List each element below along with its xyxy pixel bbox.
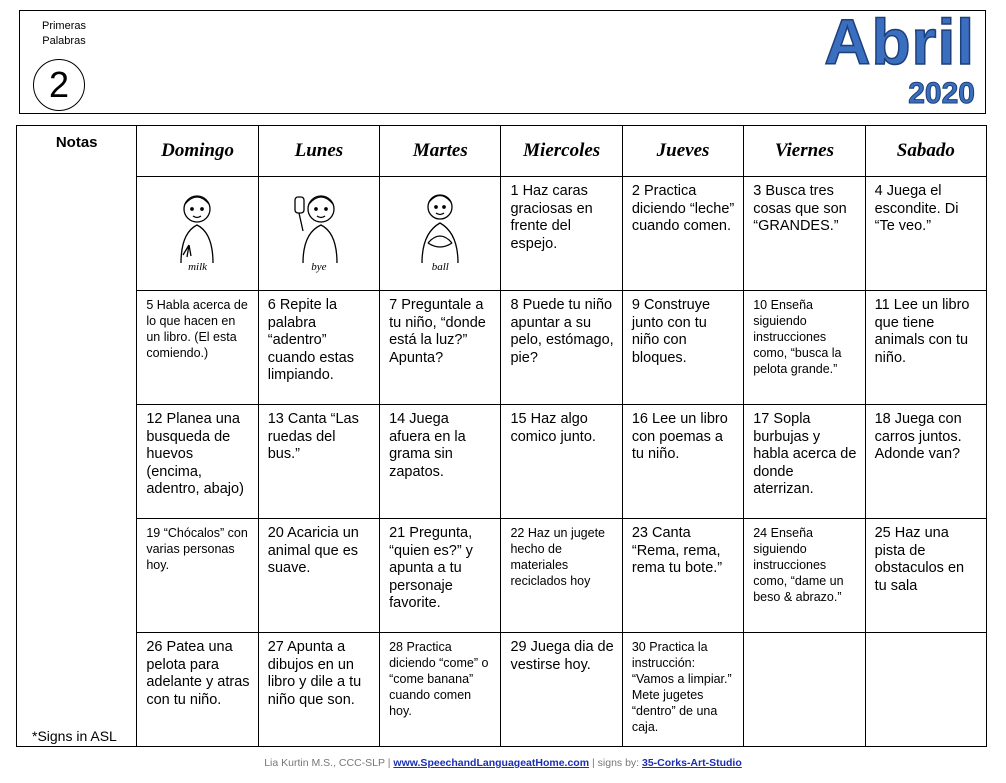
day-activity: 26 Patea una pelota para adelante y atras con tu niño. — [146, 639, 250, 708]
weekday-header: Lunes — [258, 126, 379, 177]
calendar-day — [501, 177, 622, 291]
calendar-day — [622, 405, 743, 519]
calendar-day — [622, 519, 743, 633]
calendar-day — [744, 177, 865, 291]
calendar-day — [744, 405, 865, 519]
day-activity: 3 Busca tres cosas que son “GRANDES.” — [753, 183, 847, 234]
calendar-day — [380, 291, 501, 405]
footer-author: Lia Kurtin M.S., CCC-SLP — [264, 757, 385, 769]
footer-separator: | — [387, 757, 391, 769]
day-activity: 14 Juega afuera en la grama sin zapatos. — [389, 411, 466, 480]
day-activity: 29 Juega dia de vestirse hoy. — [510, 639, 614, 673]
footer — [0, 757, 1006, 769]
calendar-day — [380, 405, 501, 519]
sign-bye-icon — [289, 185, 349, 265]
calendar-day — [744, 291, 865, 405]
level-label: Primeras Palabras — [41, 20, 86, 47]
day-activity: 25 Haz una pista de obstaculos en tu sala — [874, 525, 965, 594]
day-activity: 1 Haz caras graciosas en frente del espejo. — [510, 183, 593, 252]
day-activity: 27 Apunta a dibujos en un libro y dile a tu niño que son. — [267, 639, 362, 708]
calendar-day — [865, 633, 986, 747]
weekday-header: Sabado — [865, 126, 986, 177]
day-activity: 30 Practica la instrucción: “Vamos a limpiar.” Mete jugetes “dentro” de una caja. — [631, 640, 732, 734]
sign-cell-bye — [258, 177, 379, 291]
day-activity: 22 Haz un jugete hecho de materiales reciclados hoy — [510, 526, 605, 588]
calendar-day — [744, 633, 865, 747]
footer-signs-link[interactable]: 35-Corks-Art-Studio — [642, 757, 742, 769]
weekday-header: Viernes — [744, 126, 865, 177]
day-activity: 17 Sopla burbujas y habla acerca de donde aterrizan. — [753, 411, 857, 497]
calendar-day — [380, 519, 501, 633]
calendar-day — [622, 291, 743, 405]
day-activity: 6 Repite la palabra “adentro” cuando estas limpiando. — [267, 297, 354, 383]
day-activity: 13 Canta “Las ruedas del bus.” — [267, 411, 359, 462]
weekday-header: Miercoles — [501, 126, 622, 177]
day-activity: 2 Practica diciendo “leche” cuando comen. — [631, 183, 735, 234]
sign-cell-ball — [380, 177, 501, 291]
day-activity: 28 Practica diciendo “come” o “come banana” cuando comen hoy. — [389, 640, 489, 718]
sign-word: bye — [311, 261, 327, 273]
day-activity: 21 Pregunta, “quien es?” y apunta a tu personaje favorite. — [389, 525, 473, 611]
day-activity: 7 Preguntale a tu niño, “donde está la luz?” Apunta? — [389, 297, 486, 366]
day-activity: 10 Enseña siguiendo instrucciones como, “busca la pelota grande.” — [753, 298, 842, 376]
calendar-day — [865, 519, 986, 633]
weekday-header: Martes — [380, 126, 501, 177]
day-activity — [866, 633, 986, 639]
calendar-day — [137, 519, 258, 633]
day-activity: 19 “Chócalos” con varias personas hoy. — [146, 526, 248, 572]
sign-ball-icon — [410, 185, 470, 265]
day-activity: 20 Acaricia un animal que es suave. — [267, 525, 359, 576]
calendar-day — [865, 291, 986, 405]
calendar-day — [501, 405, 622, 519]
footer-signs-label: signs by: — [597, 757, 640, 769]
notes-title: Notas — [55, 134, 98, 151]
day-activity — [744, 633, 864, 639]
calendar-day — [137, 291, 258, 405]
sign-cell-milk — [137, 177, 258, 291]
calendar-day — [865, 405, 986, 519]
calendar-day — [622, 177, 743, 291]
calendar-day — [865, 177, 986, 291]
day-activity: 15 Haz algo comico junto. — [510, 411, 596, 445]
day-activity: 8 Puede tu niño apuntar a su pelo, estómago, pie? — [510, 297, 614, 366]
day-activity: 11 Lee un libro que tiene animals con tu niño. — [874, 297, 970, 366]
calendar-day — [258, 519, 379, 633]
calendar-day — [380, 633, 501, 747]
day-activity: 16 Lee un libro con poemas a tu niño. — [631, 411, 728, 462]
footer-site-link[interactable]: www.SpeechandLanguageatHome.com — [393, 757, 590, 769]
day-activity: 23 Canta “Rema, rema, rema tu bote.” — [631, 525, 723, 576]
sign-word: milk — [188, 261, 208, 273]
level-badge: 2 — [33, 59, 85, 111]
calendar-day — [258, 291, 379, 405]
calendar-day — [744, 519, 865, 633]
day-activity: 12 Planea una busqueda de huevos (encima, adentro, abajo) — [146, 411, 244, 497]
day-activity: 9 Construye junto con tu niño con bloques. — [631, 297, 711, 366]
weekday-header: Jueves — [622, 126, 743, 177]
weekday-header: Domingo — [137, 126, 258, 177]
calendar-day — [137, 405, 258, 519]
signs-footnote: *Signs in ASL — [32, 728, 117, 744]
calendar-day — [501, 291, 622, 405]
calendar-day — [258, 405, 379, 519]
year-title: 2020 — [908, 77, 975, 110]
day-activity: 4 Juega el escondite. Di “Te veo.” — [874, 183, 959, 234]
calendar-grid — [16, 125, 987, 747]
month-title: Abril — [824, 6, 975, 78]
footer-separator: | — [591, 757, 595, 769]
calendar-day — [622, 633, 743, 747]
day-activity: 18 Juega con carros juntos. Adonde van? — [874, 411, 962, 462]
calendar-day — [258, 633, 379, 747]
calendar-day — [501, 519, 622, 633]
day-activity: 5 Habla acerca de lo que hacen en un libro. (El esta comiendo.) — [146, 298, 248, 360]
header-box — [19, 6, 986, 114]
sign-word: ball — [431, 261, 449, 273]
calendar-day — [137, 633, 258, 747]
calendar-day — [501, 633, 622, 747]
sign-milk-icon — [167, 185, 227, 265]
notes-column — [17, 126, 137, 747]
day-activity: 24 Enseña siguiendo instrucciones como, “dame un beso & abrazo.” — [753, 526, 844, 604]
